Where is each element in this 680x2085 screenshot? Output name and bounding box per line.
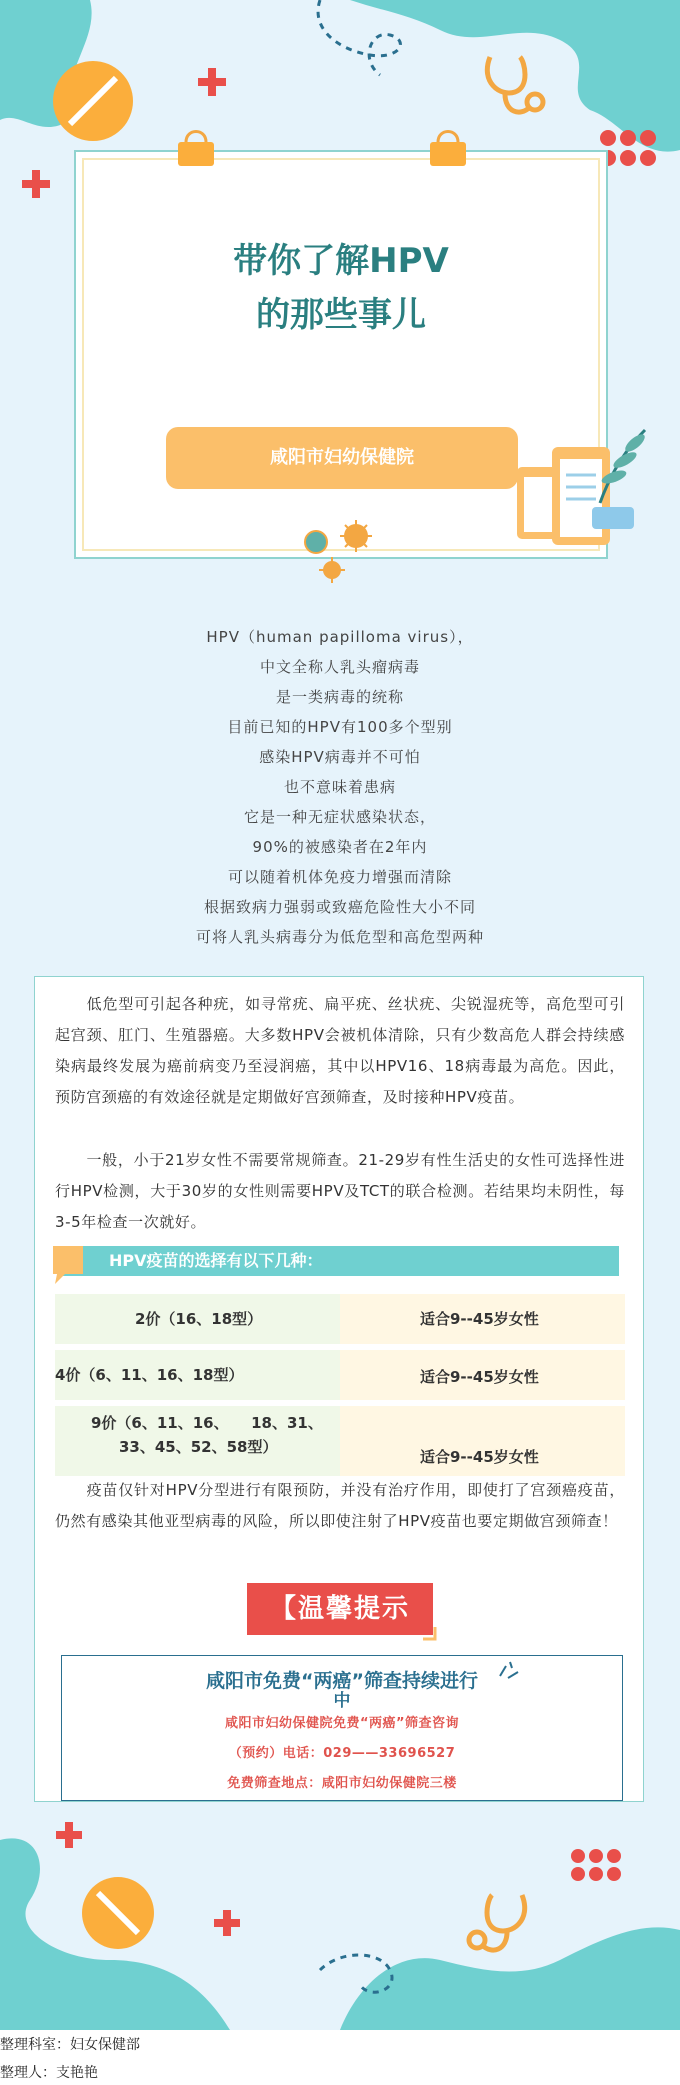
article-card	[34, 976, 644, 1802]
vaccine-type: 9价（6、11、16、 18、31、	[91, 1414, 323, 1432]
table-row	[55, 1406, 625, 1476]
intro-line: 可将人乳头病毒分为低危型和高危型两种	[195, 928, 484, 946]
vaccine-type-cell	[55, 1350, 340, 1400]
vaccine-type: 33、45、52、58型）	[119, 1438, 278, 1456]
speech-bubble-icon	[51, 1246, 85, 1286]
screening-location-line: 免费筛查地点：咸阳市妇幼保健院三楼	[227, 1776, 457, 1791]
intro-line: 中文全称人乳头瘤病毒	[259, 658, 420, 676]
pill-icon	[50, 58, 136, 144]
pill-icon	[80, 1875, 156, 1951]
org-name-button[interactable]: 咸阳市妇幼保健院	[166, 427, 518, 489]
screening-consult-line: 咸阳市妇幼保健院免费“两癌”筛查咨询	[224, 1716, 460, 1731]
cross-icon	[22, 170, 50, 198]
hero-title-line1: 带你了解HPV	[233, 241, 449, 281]
article-paragraph: 一般，小于21岁女性不需要常规筛查。21-29岁有性生活史的女性可选择性进行HPV检测，大于30岁的女性则需要HPV及TCT的联合检测。若结果均未阴性，每3-5年检查一次就好。	[55, 1151, 625, 1231]
dots-icon	[570, 1848, 622, 1884]
table-row	[55, 1294, 625, 1344]
intro-line: HPV（human papilloma virus），	[206, 628, 474, 646]
cross-icon	[56, 1822, 82, 1848]
corner-mark-icon	[423, 1627, 437, 1641]
vaccine-table	[55, 1294, 625, 1476]
vaccine-section-header	[59, 1246, 619, 1276]
article-paragraph: 疫苗仅针对HPV分型进行有限预防，并没有治疗作用，即使打了宫颈癌疫苗，仍然有感染其他亚型病毒的风险，所以即使注射了HPV疫苗也要定期做宫颈筛查！	[55, 1481, 625, 1530]
article-paragraph: 低危型可引起各种疣，如寻常疣、扁平疣、丝状疣、尖锐湿疣等，高危型可引起宫颈、肛门、生殖器癌。大多数HPV会被机体清除，只有少数高危人群会持续感染病最终发展为癌前病变乃至浸润癌，其中以HPV16、18病毒最为高危。因此，预防宫颈癌的有效途径就是定期做好宫颈筛查，及时接种HPV疫苗。	[55, 995, 625, 1106]
screening-info-box	[61, 1655, 623, 1801]
table-row	[55, 1350, 625, 1400]
intro-line: 根据致病力强弱或致癌危险性大小不同	[203, 898, 476, 916]
vaccine-suitable: 适合9--45岁女性	[420, 1310, 539, 1328]
intro-line: 可以随着机体免疫力增强而清除	[227, 868, 452, 886]
vaccine-type-cell	[55, 1406, 340, 1476]
vaccine-suitable-cell	[340, 1294, 625, 1344]
stethoscope-icon	[480, 52, 550, 122]
intro-line: 也不意味着患病	[283, 778, 396, 796]
vaccine-type-cell	[55, 1294, 340, 1344]
intro-line: 目前已知的HPV有100多个型别	[227, 718, 453, 736]
cross-icon	[214, 1910, 240, 1936]
vaccine-suitable-cell	[340, 1350, 625, 1400]
virus-icon	[298, 520, 408, 590]
intro-line: 感染HPV病毒并不可怕	[259, 748, 421, 766]
footer-editor: 整理人：支艳艳	[0, 2065, 98, 2081]
footer-dept: 整理科室：妇女保健部	[0, 2037, 140, 2053]
vaccine-type: 4价（6、11、16、18型）	[55, 1366, 244, 1384]
vaccine-suitable: 适合9--45岁女性	[420, 1448, 539, 1466]
stethoscope-icon	[462, 1890, 532, 1960]
warm-tip-button[interactable]: 【温馨提示	[247, 1583, 433, 1635]
vaccine-suitable-cell	[340, 1406, 625, 1476]
intro-text	[0, 622, 680, 952]
binder-clip-icon	[428, 126, 468, 168]
binder-clip-icon	[176, 126, 216, 168]
leaf-icon	[590, 425, 650, 505]
cross-icon	[198, 68, 226, 96]
intro-line: 它是一种无症状感染状态，	[243, 808, 436, 826]
sparkle-icon	[496, 1658, 520, 1680]
vaccine-type: 2价（16、18型）	[135, 1310, 263, 1328]
intro-line: 是一类病毒的统称	[275, 688, 404, 706]
hero-title-line2: 的那些事儿	[256, 295, 426, 335]
vaccine-suitable: 适合9--45岁女性	[420, 1368, 539, 1386]
screening-phone-line: （预约）电话：029——33696527	[228, 1746, 456, 1761]
vaccine-section-title: HPV疫苗的选择有以下几种：	[109, 1251, 323, 1270]
intro-line: 90%的被感染者在2年内	[252, 838, 428, 856]
screening-title: 中	[333, 1691, 351, 1711]
screening-title: 咸阳市免费“两癌”筛查持续进行	[206, 1670, 478, 1692]
